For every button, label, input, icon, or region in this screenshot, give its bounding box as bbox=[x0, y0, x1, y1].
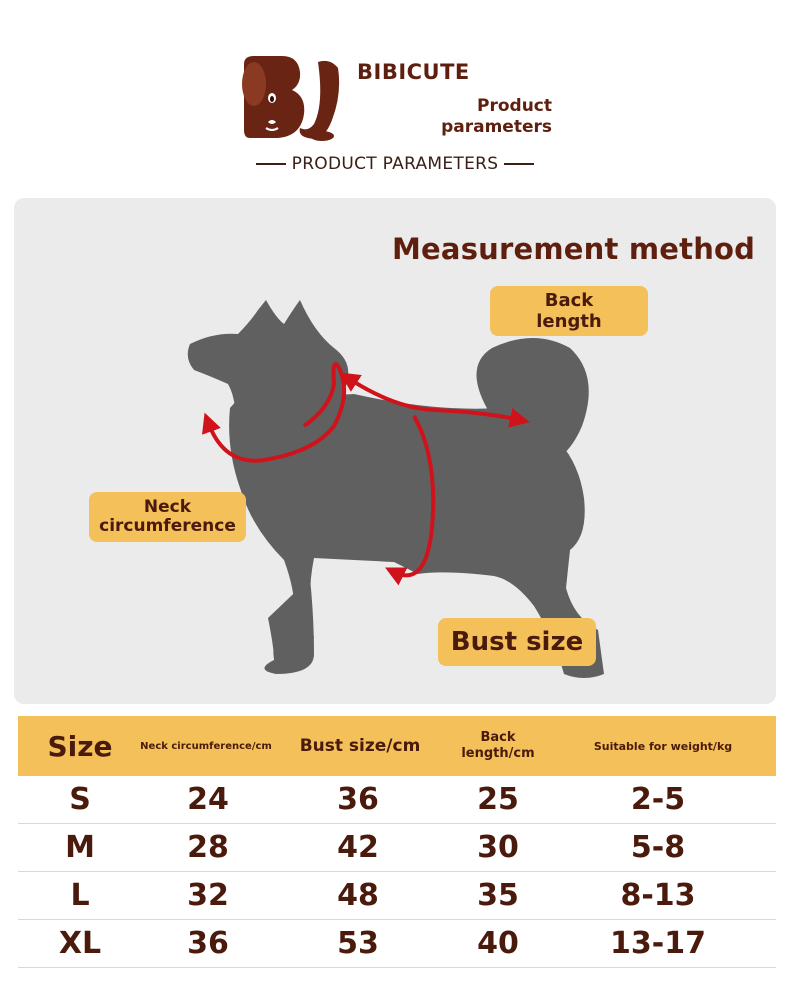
cell-size: M bbox=[65, 829, 95, 865]
cell-neck: 32 bbox=[187, 877, 229, 913]
header-bust: Bust size/cm bbox=[299, 736, 421, 756]
neck-label-line-1: Neck bbox=[143, 497, 192, 517]
table-row bbox=[18, 872, 776, 920]
header-back-line-1: Back bbox=[480, 730, 516, 745]
tagline-text: PRODUCT PARAMETERS bbox=[291, 154, 499, 174]
back-label-line-2: length bbox=[536, 311, 602, 332]
cell-size: XL bbox=[58, 925, 102, 961]
header-size: Size bbox=[47, 729, 113, 763]
header-weight: Suitable for weight/kg bbox=[593, 739, 733, 753]
neck-circumference-label bbox=[89, 492, 246, 542]
cell-back: 25 bbox=[477, 781, 519, 817]
cell-bust: 48 bbox=[337, 877, 379, 913]
size-table bbox=[18, 716, 776, 968]
product-parameters-subtitle bbox=[432, 96, 552, 138]
bust-size-label: Bust size bbox=[438, 618, 596, 666]
header-neck: Neck circumference/cm bbox=[140, 740, 272, 752]
cell-weight: 8-13 bbox=[620, 877, 696, 913]
measurement-method-title: Measurement method bbox=[392, 232, 756, 266]
cell-weight: 5-8 bbox=[630, 829, 686, 865]
cell-weight: 13-17 bbox=[610, 925, 706, 961]
cell-back: 30 bbox=[477, 829, 519, 865]
cell-bust: 36 bbox=[337, 781, 379, 817]
cell-weight: 2-5 bbox=[630, 781, 686, 817]
cell-neck: 36 bbox=[187, 925, 229, 961]
cell-bust: 53 bbox=[337, 925, 379, 961]
subtitle-line-1: Product bbox=[477, 96, 552, 116]
cell-size: L bbox=[70, 877, 90, 913]
cell-size: S bbox=[69, 781, 91, 817]
tagline-rule-left bbox=[256, 163, 286, 165]
cell-back: 35 bbox=[477, 877, 519, 913]
neck-label-line-2: circumference bbox=[99, 516, 236, 536]
cell-neck: 28 bbox=[187, 829, 229, 865]
brand-name: BIBICUTE bbox=[357, 60, 470, 84]
bibicute-logo bbox=[238, 54, 344, 144]
tagline bbox=[0, 154, 790, 174]
header-back-line-2: length/cm bbox=[461, 746, 535, 761]
tagline-rule-right bbox=[504, 163, 534, 165]
back-label-line-1: Back bbox=[544, 290, 594, 311]
table-row bbox=[18, 776, 776, 824]
cell-back: 40 bbox=[477, 925, 519, 961]
header bbox=[0, 0, 790, 190]
table-row bbox=[18, 824, 776, 872]
size-table-header bbox=[18, 716, 776, 776]
cell-bust: 42 bbox=[337, 829, 379, 865]
dog-measurement-diagram bbox=[14, 198, 776, 704]
header-back bbox=[448, 716, 548, 776]
subtitle-line-2: parameters bbox=[441, 117, 552, 137]
table-row bbox=[18, 920, 776, 968]
cell-neck: 24 bbox=[187, 781, 229, 817]
back-length-label bbox=[490, 286, 648, 336]
